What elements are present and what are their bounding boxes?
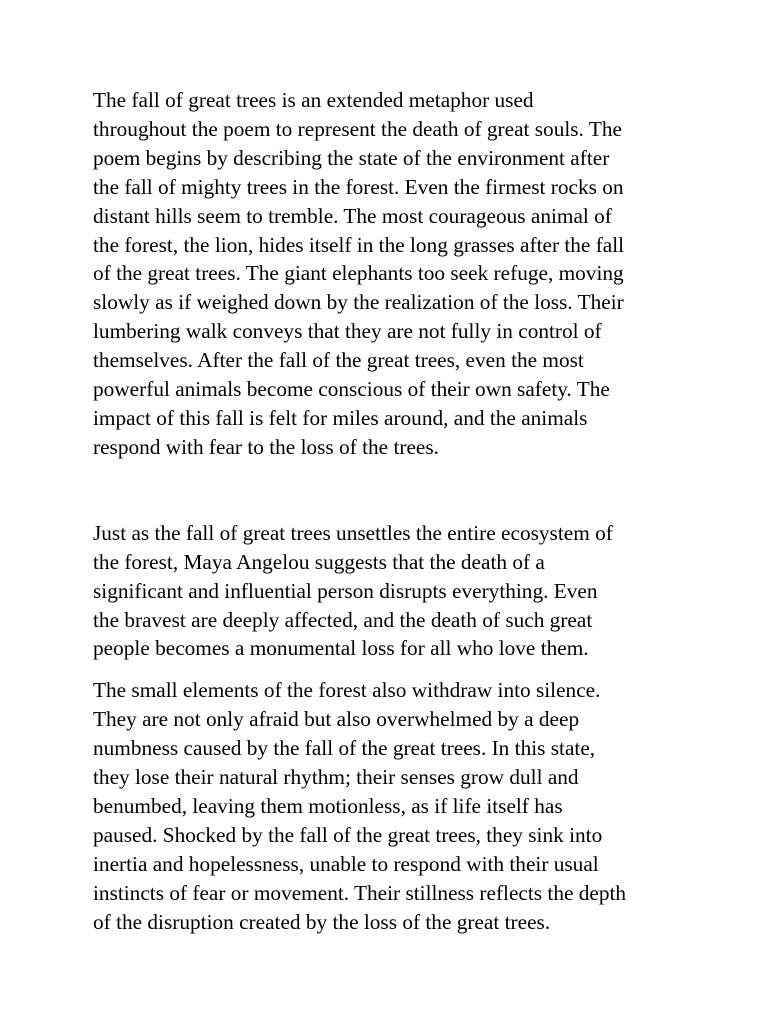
- paragraph-2-line: the bravest are deeply affected, and the death of such great: [93, 607, 593, 632]
- paragraph-1-line: throughout the poem to represent the death of great souls. The: [93, 116, 622, 141]
- paragraph-3-line: instincts of fear or movement. Their stillness reflects the depth: [93, 880, 627, 905]
- document-page: [93, 86, 683, 936]
- paragraph-1-line: themselves. After the fall of the great trees, even the most: [93, 348, 584, 373]
- paragraph-2-line: Just as the fall of great trees unsettles the entire ecosystem of: [93, 520, 613, 545]
- paragraph-2-line: the forest, Maya Angelou suggests that the death of a: [93, 549, 545, 574]
- paragraph-2-line: significant and influential person disrupts everything. Even: [93, 578, 598, 603]
- paragraph-2-line: people becomes a monumental loss for all who love them.: [93, 636, 589, 661]
- paragraph-1-line: powerful animals become conscious of their own safety. The: [93, 377, 610, 402]
- paragraph-3-line: benumbed, leaving them motionless, as if life itself has: [93, 793, 563, 818]
- paragraph-1-line: distant hills seem to tremble. The most courageous animal of: [93, 203, 612, 228]
- paragraph-1-line: impact of this fall is felt for miles around, and the animals: [93, 405, 588, 430]
- paragraph-2: [93, 519, 683, 664]
- paragraph-1-line: poem begins by describing the state of the environment after: [93, 145, 610, 170]
- paragraph-3-line: paused. Shocked by the fall of the great trees, they sink into: [93, 822, 603, 847]
- paragraph-3-line: of the disruption created by the loss of the great trees.: [93, 909, 551, 934]
- paragraph-3-line: They are not only afraid but also overwhelmed by a deep: [93, 707, 580, 732]
- paragraph-1-line: The fall of great trees is an extended metaphor used: [93, 88, 534, 112]
- paragraph-3: [93, 676, 683, 936]
- paragraph-1-line: lumbering walk conveys that they are not fully in control of: [93, 319, 602, 344]
- paragraph-3-line: numbness caused by the fall of the great trees. In this state,: [93, 736, 596, 761]
- paragraph-1-line: the forest, the lion, hides itself in the long grasses after the fall: [93, 232, 625, 257]
- paragraph-1-line: respond with fear to the loss of the trees.: [93, 434, 439, 459]
- paragraph-1-line: of the great trees. The giant elephants too seek refuge, moving: [93, 261, 624, 286]
- paragraph-1-line: slowly as if weighed down by the realization of the loss. Their: [93, 290, 624, 315]
- paragraph-3-line: The small elements of the forest also withdraw into silence.: [93, 678, 601, 703]
- paragraph-1-line: the fall of mighty trees in the forest. Even the firmest rocks on: [93, 174, 624, 199]
- paragraph-1: [93, 86, 683, 462]
- paragraph-3-line: they lose their natural rhythm; their senses grow dull and: [93, 765, 579, 790]
- paragraph-3-line: inertia and hopelessness, unable to respond with their usual: [93, 851, 599, 876]
